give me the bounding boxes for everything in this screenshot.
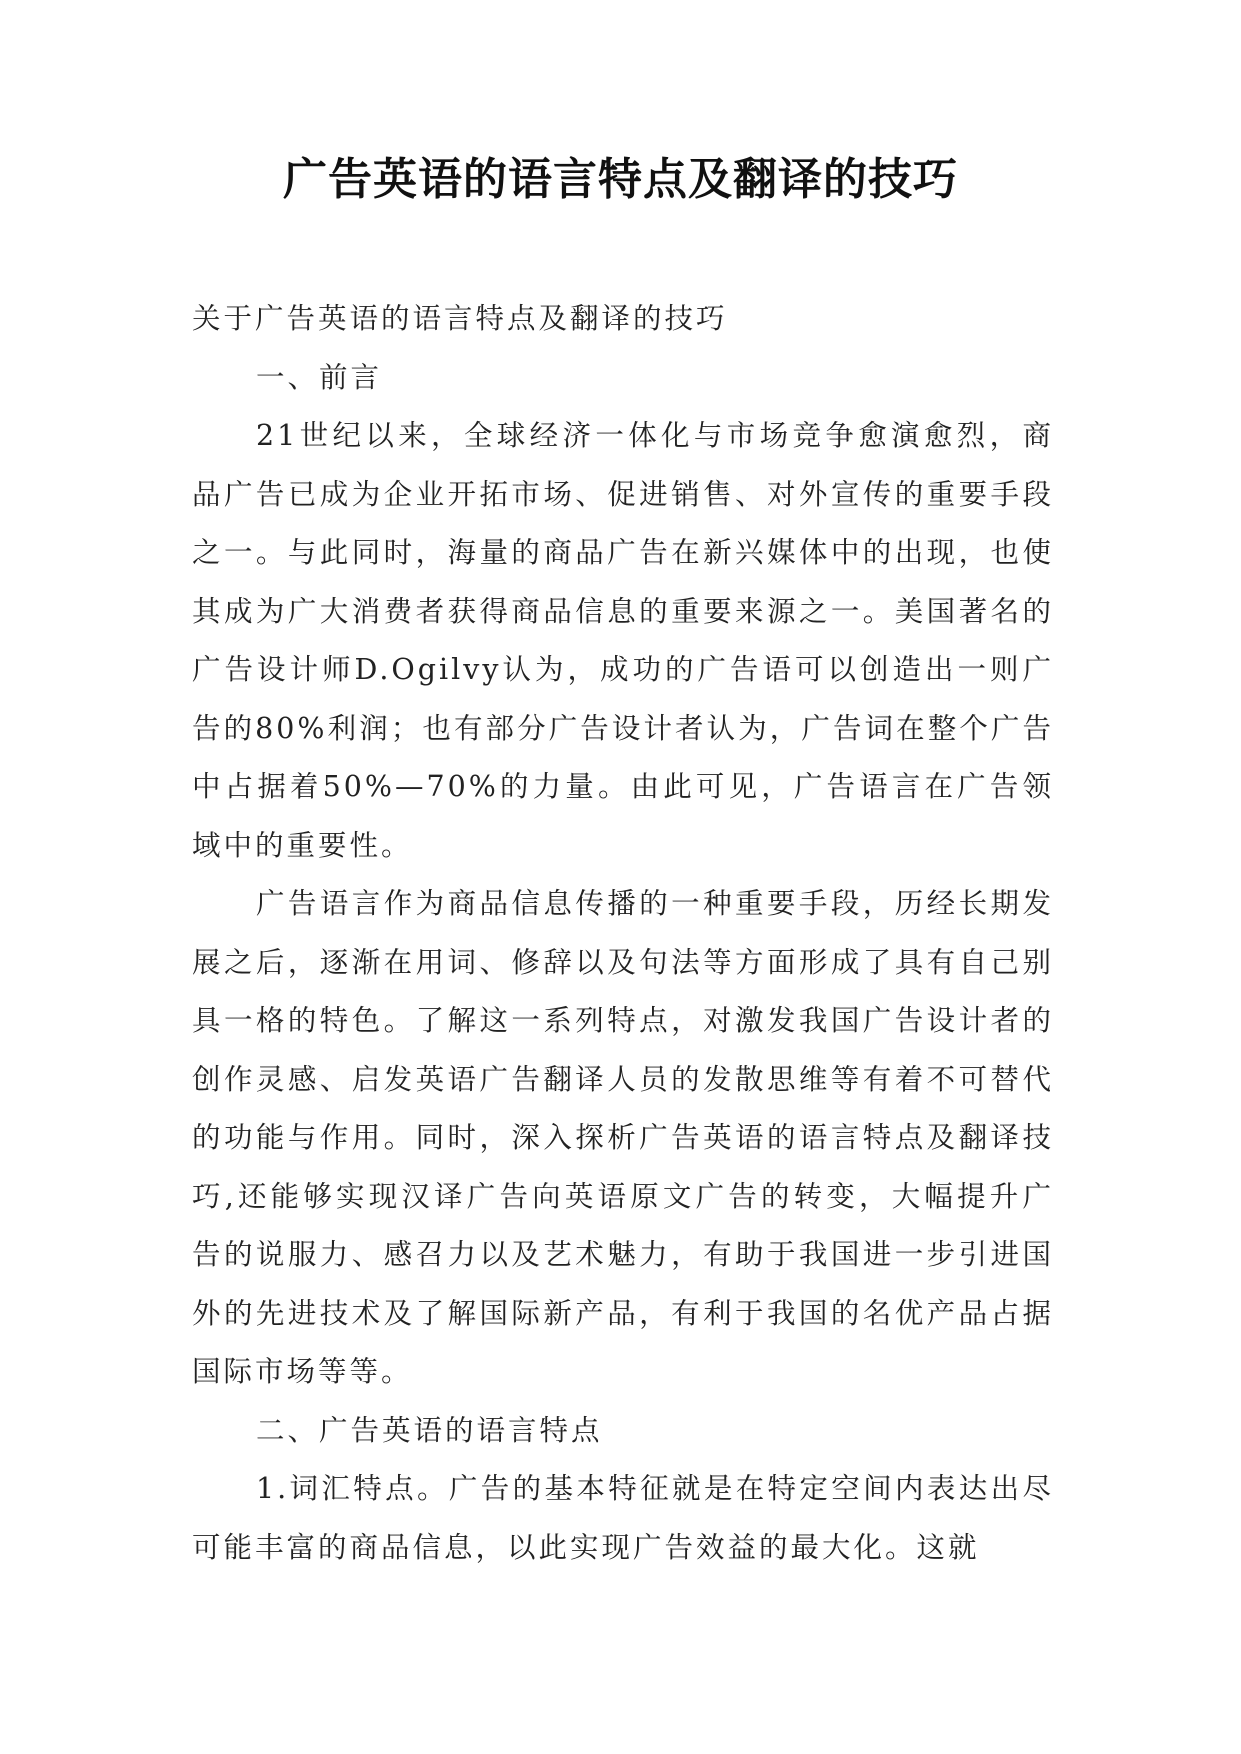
section-heading-preface: 一、前言 — [256, 360, 383, 394]
subtitle-paragraph: 关于广告英语的语言特点及翻译的技巧 — [192, 302, 728, 335]
body-paragraph: 21世纪以来，全球经济一体化与市场竞争愈演愈烈，商品广告已成为企业开拓市场、促进销售、对外宣传的重要手段之一。与此同时，海量的商品广告在新兴媒体中的出现，也使其成为广大消费者获得商品信息的重要来源之一。美国著名的广告设计师D.Ogilvy认为，成功的广告语可以创造出一则广告的80%利润；也有部分广告设计者认为，广告词在整个广告中占据着50%—70%的力量。由此可见，广告语言在广告领域中的重要性。 — [192, 419, 1054, 862]
document-title: 广告英语的语言特点及翻译的技巧 — [283, 154, 958, 205]
body-paragraph: 1.词汇特点。广告的基本特征就是在特定空间内表达出尽可能丰富的商品信息，以此实现广告效益的最大化。这就 — [192, 1472, 1054, 1564]
body-paragraph: 广告语言作为商品信息传播的一种重要手段，历经长期发展之后，逐渐在用词、修辞以及句法等方面形成了具有自己别具一格的特色。了解这一系列特点，对激发我国广告设计者的创作灵感、启发英语广告翻译人员的发散思维等有着不可替代的功能与作用。同时，深入探析广告英语的语言特点及翻译技巧,还能够实现汉译广告向英语原文广告的转变，大幅提升广告的说服力、感召力以及艺术魅力，有助于我国进一步引进国外的先进技术及了解国际新产品，有利于我国的名优产品占据国际市场等等。 — [192, 887, 1054, 1388]
section-heading-features: 二、广告英语的语言特点 — [256, 1413, 603, 1447]
document-body — [192, 290, 1054, 1577]
